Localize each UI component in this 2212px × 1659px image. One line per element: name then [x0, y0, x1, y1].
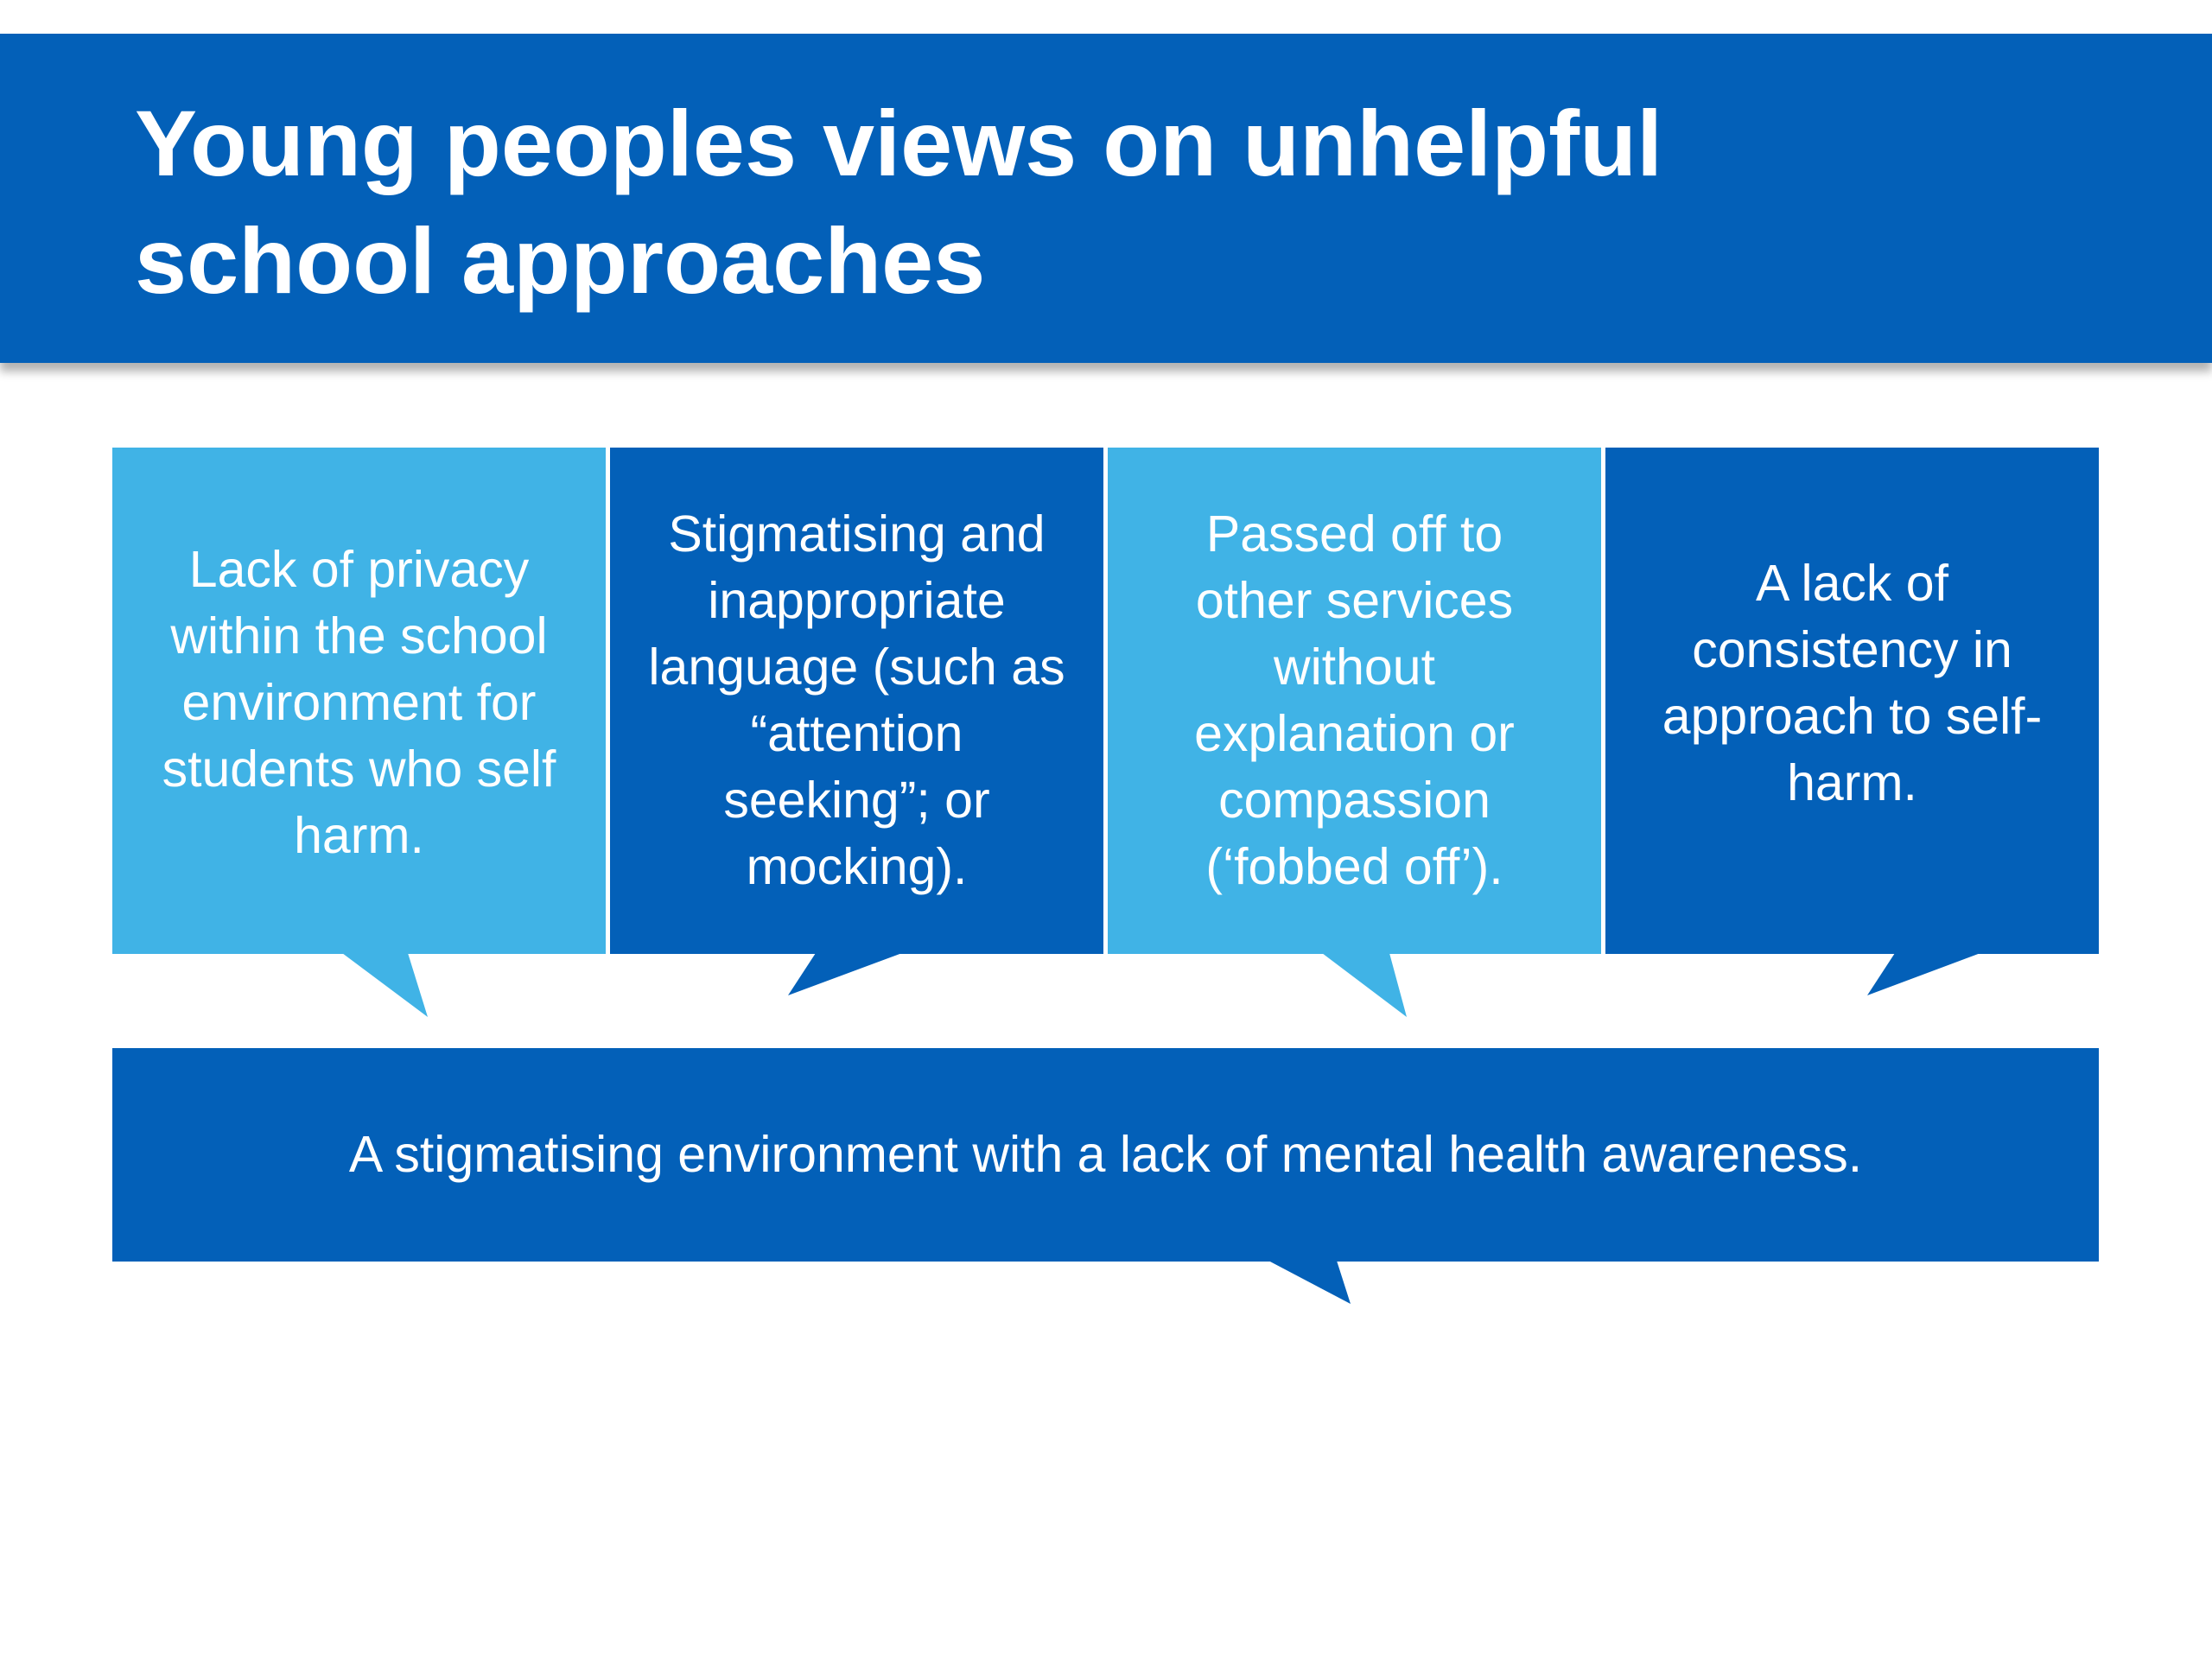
- bubble-line: compassion: [1218, 772, 1491, 829]
- speech-bubble-consistency: [1605, 448, 2099, 954]
- bubble-line: (‘fobbed off’).: [1205, 838, 1503, 895]
- bubble-line: within the school: [170, 607, 548, 664]
- bubble-line: Passed off to: [1205, 505, 1503, 563]
- bubble-line: Stigmatising and: [668, 505, 1046, 563]
- bubble-text: [627, 501, 1085, 900]
- bubble-line: students who self: [162, 740, 556, 798]
- bubble-line: without: [1274, 639, 1435, 696]
- bubble-line: “attention: [750, 705, 963, 762]
- bubble-1-tail: [342, 953, 428, 1017]
- bubble-text: [1173, 501, 1535, 900]
- speech-bubble-language: [610, 448, 1103, 954]
- bubble-line: seeking”; or: [723, 772, 990, 829]
- bubble-line: explanation or: [1194, 705, 1515, 762]
- bubble-line: mocking).: [746, 838, 968, 895]
- bubble-line: environment for: [181, 673, 537, 731]
- bubble-line: harm.: [1787, 754, 1917, 811]
- bubble-2-tail: [788, 953, 902, 995]
- bubble-line: other services: [1195, 572, 1514, 629]
- bubble-3-tail: [1322, 953, 1407, 1017]
- bubble-line: approach to self-: [1662, 688, 2043, 745]
- speech-bubble-passed-off: [1108, 448, 1601, 954]
- bubble-line: inappropriate: [708, 572, 1006, 629]
- bubble-line: harm.: [294, 806, 424, 864]
- bubble-line: Lack of privacy: [188, 540, 530, 598]
- summary-callout: [112, 1048, 2099, 1262]
- speech-bubble-privacy: [112, 448, 606, 954]
- bubble-text: [1642, 550, 2063, 851]
- summary-tail: [1268, 1261, 1351, 1304]
- title-line-2: school approaches: [135, 208, 986, 313]
- bubble-line: A lack of: [1755, 555, 1948, 612]
- bubble-text: [142, 533, 577, 869]
- bubble-line: consistency in: [1692, 621, 2012, 678]
- summary-text: A stigmatising environment with a lack of mental health awareness.: [348, 1126, 1863, 1183]
- bubble-4-tail: [1867, 953, 1980, 995]
- bubble-line: language (such as: [648, 639, 1065, 696]
- title-line-1: Young peoples views on unhelpful: [135, 91, 1663, 195]
